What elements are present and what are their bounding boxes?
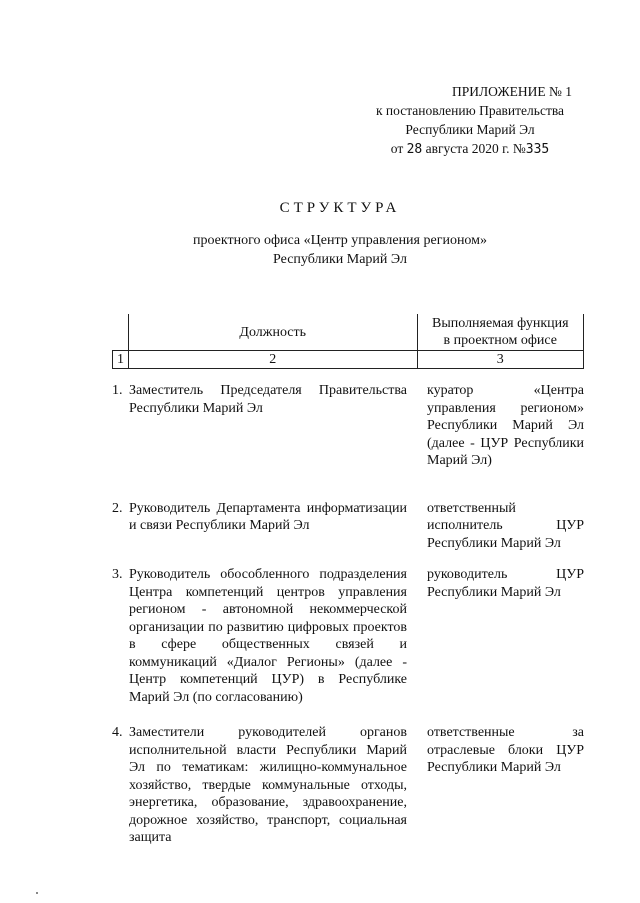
row-function: руководитель ЦУР Республики Марий Эл (427, 567, 584, 600)
row-number: 1. (112, 383, 123, 398)
table-row (112, 382, 584, 470)
header-function-line1: Выполняемая функция (432, 316, 569, 331)
scan-speck (36, 892, 38, 894)
resolution-date-line (360, 139, 580, 159)
republic-name: Республики Марий Эл (405, 122, 535, 137)
row-number: 2. (112, 500, 123, 516)
header-cell-function (417, 314, 583, 351)
resolution-number: 335 (525, 142, 550, 157)
column-number-3: 3 (417, 351, 583, 369)
table-row (112, 566, 584, 706)
row-position: Заместители руководителей органов исполнительной власти Республики Марий Эл по тематикам: жилищно-коммунальное хозяйство, твердые коммунальные отходы, энергетика, образование, здравоохранение, дорожное хозяйство, транспорт, социальная защита (129, 725, 407, 845)
structure-rows (112, 382, 584, 865)
header-cell-position: Должность (128, 314, 417, 351)
row-function: ответственный исполнитель ЦУР Республики Марий Эл (427, 500, 584, 551)
row-number: 4. (112, 725, 123, 740)
document-title-block (80, 200, 600, 269)
header-function-line2: в проектном офисе (443, 333, 558, 348)
document-title: СТРУКТУРА (279, 200, 401, 216)
date-rest: августа 2020 г. № (425, 141, 526, 156)
date-prefix: от (390, 141, 404, 156)
row-position: Руководитель обособленного подразделения Центра компетенций центров управления регионом - автономной некоммерческой организации по развитию цифровых проектов в сфере общественных связей и коммуникаций «Диалог Регионы» (далее - Центр компетенций ЦУР) в Республике Марий Эл (по согласованию) (129, 567, 407, 705)
table-row (112, 724, 584, 847)
date-day: 28 (406, 142, 423, 157)
row-function: ответственные за отраслевые блоки ЦУР Республики Марий Эл (427, 725, 584, 775)
approval-block (360, 82, 580, 159)
column-number-1: 1 (113, 351, 129, 369)
row-position: Заместитель Председателя Правительства Республики Марий Эл (129, 383, 407, 416)
row-function: куратор «Центра управления регионом» Республики Марий Эл (далее - ЦУР Республики Марий Эл) (427, 383, 584, 468)
table-row (112, 500, 584, 553)
resolution-reference: к постановлению Правительства (375, 103, 565, 118)
header-cell-number (113, 314, 129, 351)
document-subtitle-line1: проектного офиса «Центр управления регионом» (192, 233, 488, 248)
row-number: 3. (112, 567, 123, 582)
appendix-label: ПРИЛОЖЕНИЕ № 1 (451, 84, 572, 99)
document-subtitle-line2: Республики Марий Эл (273, 252, 407, 267)
row-position: Руководитель Департамента информатизации и связи Республики Марий Эл (129, 500, 407, 533)
structure-table-header (112, 314, 584, 369)
column-number-2: 2 (128, 351, 417, 369)
